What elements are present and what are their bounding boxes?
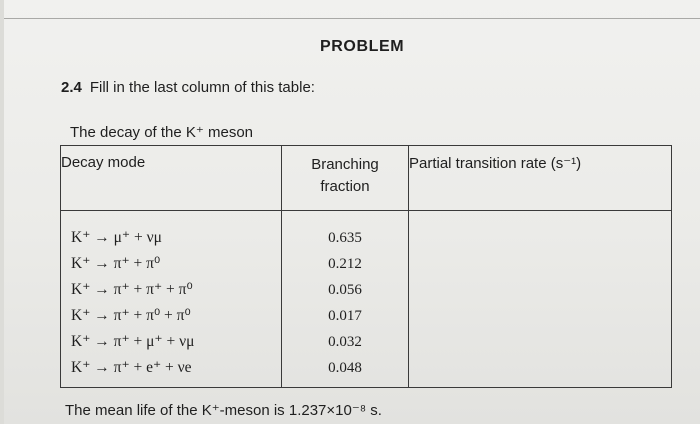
header-decay-mode: Decay mode: [61, 146, 282, 211]
branching-fraction-5: 0.032: [328, 334, 362, 350]
section-heading: PROBLEM: [320, 38, 405, 55]
problem-text: Fill in the last column of this table:: [89, 79, 315, 96]
problem-number: 2.4: [61, 79, 82, 96]
decay-mode-6: K⁺ → π⁺ + e⁺ + νe: [71, 359, 192, 376]
partial-rate-6: [409, 355, 671, 381]
partial-rate-3: [409, 277, 671, 303]
decay-table: [60, 145, 672, 388]
partial-rate-2: [409, 251, 671, 277]
branching-fraction-4: 0.017: [328, 308, 362, 324]
decay-mode-1: K⁺ → μ⁺ + νμ: [71, 229, 162, 246]
decay-mode-column: [61, 211, 282, 388]
decay-mode-2: K⁺ → π⁺ + π⁰: [71, 255, 161, 272]
branching-fraction-column: [282, 211, 409, 388]
partial-rate-column: [409, 211, 672, 388]
mean-life-statement: The mean life of the K⁺-meson is 1.237×10⁻⁸ s.: [65, 402, 382, 419]
header-branching-fraction: [282, 146, 409, 211]
table-header-row: [61, 146, 672, 211]
problem-statement: [61, 79, 315, 96]
branching-fraction-6: 0.048: [328, 360, 362, 376]
table-body-row: [61, 211, 672, 388]
branching-fraction-3: 0.056: [328, 282, 362, 298]
header-branching-line2: fraction: [320, 178, 370, 195]
decay-mode-4: K⁺ → π⁺ + π⁰ + π⁰: [71, 307, 191, 324]
partial-rate-5: [409, 329, 671, 355]
header-partial-rate: Partial transition rate (s⁻¹): [409, 146, 672, 211]
decay-mode-3: K⁺ → π⁺ + π⁺ + π⁰: [71, 281, 193, 298]
branching-fraction-2: 0.212: [328, 256, 362, 272]
table-caption: The decay of the K⁺ meson: [70, 124, 254, 141]
decay-mode-5: K⁺ → π⁺ + μ⁺ + νμ: [71, 333, 195, 350]
top-rule: [4, 18, 700, 19]
document-page: [4, 0, 700, 424]
partial-rate-4: [409, 303, 671, 329]
branching-fraction-1: 0.635: [328, 230, 362, 246]
header-branching-line1: Branching: [311, 156, 379, 173]
partial-rate-1: [409, 225, 671, 251]
